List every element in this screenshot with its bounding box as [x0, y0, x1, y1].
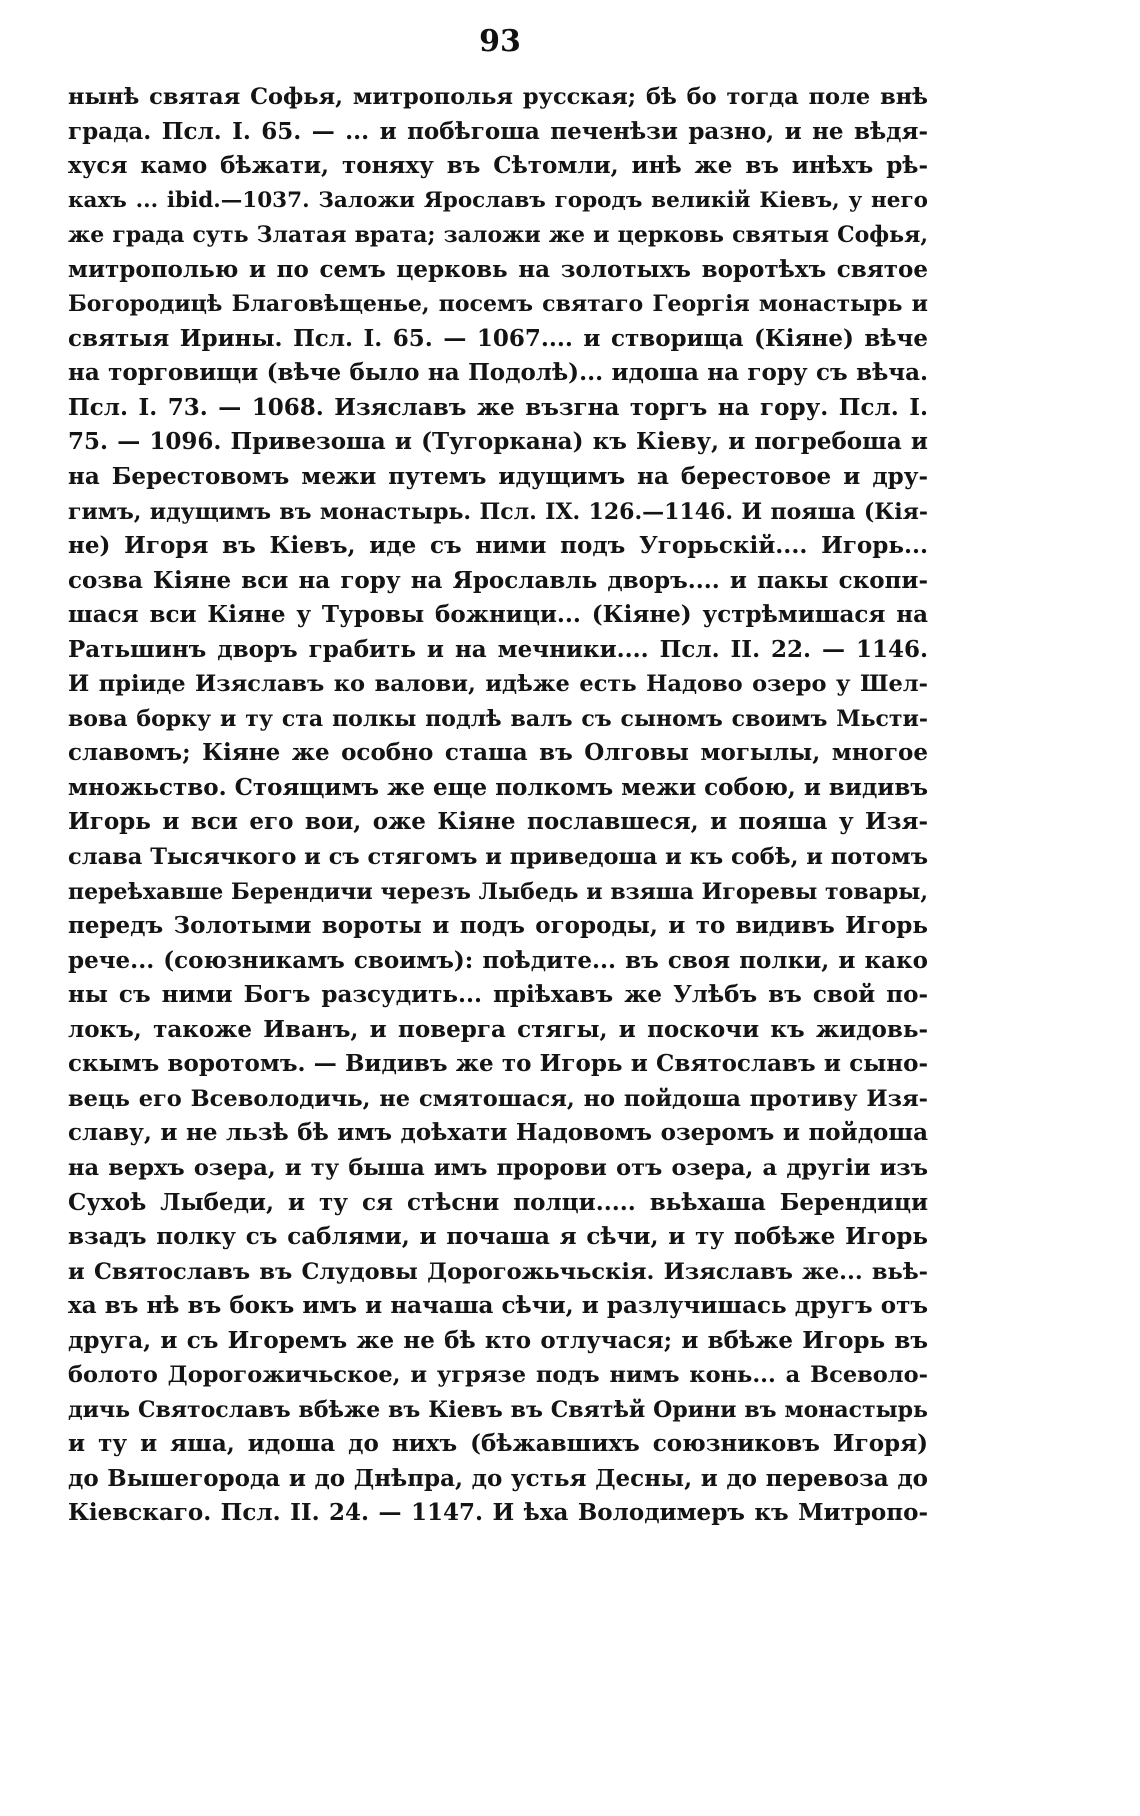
text-line: взадъ полку съ саблями, и почаша я сѣчи, и ту побѣже Игорь: [68, 1223, 928, 1251]
text-line: хуся камо бѣжати, тоняху въ Сѣтомли, инѣ же въ инѣхъ рѣ-: [68, 152, 928, 180]
text-line: множьство. Стоящимъ же еще полкомъ межи собою, и видивъ: [68, 773, 928, 801]
text-line: ны съ ними Богъ разсудить... пріѣхавъ же Улѣбъ въ свой по-: [68, 981, 928, 1009]
text-line: переѣхавше Берендичи черезъ Лыбедь и взяша Игоревы товары,: [68, 878, 928, 905]
text-line: до Вышегорода и до Днѣпра, до устья Десны, и до перевоза до: [68, 1464, 928, 1492]
text-line: рече... (союзникамъ своимъ): поѣдите... въ своя полки, и како: [68, 946, 928, 974]
text-line: локъ, такоже Иванъ, и поверга стягы, и поскочи къ жидовь-: [68, 1015, 928, 1043]
text-line: друга, и съ Игоремъ же не бѣ кто отлучася; и вбѣже Игорь въ: [68, 1326, 928, 1354]
text-line: святыя Ирины. Псл. I. 65. — 1067.... и створища (Кіяне) вѣче: [68, 324, 928, 352]
text-line: Богородицѣ Благовѣщенье, посемъ святаго Георгія монастырь и: [68, 291, 928, 318]
text-line: скымъ воротомъ. — Видивъ же то Игорь и Святославъ и сыно-: [68, 1050, 928, 1078]
page-number: 93: [479, 24, 521, 59]
text-line: вова борку и ту ста полкы подлѣ валъ съ сыномъ своимъ Мьсти-: [68, 705, 928, 732]
text-line: кахъ ... ibid.—1037. Заложи Ярославъ городъ великій Кіевъ, у него: [68, 187, 928, 213]
text-line: на Берестовомъ межи путемъ идущимъ на берестовое и дру-: [68, 463, 928, 491]
text-line: 75. — 1096. Привезоша и (Тугоркана) къ Кіеву, и погребоша и: [68, 428, 928, 456]
text-line: же града суть Златая врата; заложи же и церковь святыя Софья,: [68, 222, 928, 249]
text-line: гимъ, идущимъ въ монастырь. Псл. IX. 126.—1146. И пояша (Кія-: [68, 498, 928, 525]
body-text: [68, 80, 928, 1531]
text-line: дичь Святославъ вбѣже въ Кіевъ въ Святѣй Орини въ монастырь: [68, 1396, 928, 1423]
text-line: ха въ нѣ въ бокъ имъ и начаша сѣчи, и разлучишась другъ отъ: [68, 1292, 928, 1320]
text-line: передъ Золотыми вороты и подъ огороды, и то видивъ Игорь: [68, 912, 928, 940]
text-line: И пріиде Изяславъ ко валови, идѣже есть Надово озеро у Шел-: [68, 671, 928, 698]
text-line: Игорь и вси его вои, оже Кіяне пославшеся, и пояша у Изя-: [68, 808, 928, 836]
text-line: славомъ; Кіяне же особно сташа въ Олговы могылы, многое: [68, 739, 928, 767]
text-line: Сухоѣ Лыбеди, и ту ся стѣсни полци..... вьѣхаша Берендици: [68, 1188, 928, 1216]
text-line: митрополью и по семъ церковь на золотыхъ воротѣхъ святое: [68, 255, 928, 283]
text-line: Ратьшинъ дворъ грабить и на мечники.... Псл. II. 22. — 1146.: [68, 635, 928, 663]
text-line: слава Тысячкого и съ стягомъ и приведоша и къ собѣ, и потомъ: [68, 844, 928, 871]
text-line: вець его Всеволодичь, не смятошася, но пойдоша противу Изя-: [68, 1085, 928, 1112]
text-line: не) Игоря въ Кіевъ, иде съ ними подъ Угорьскій.... Игорь...: [68, 532, 928, 560]
text-line: на торговищи (вѣче было на Подолѣ)... идоша на гору съ вѣча.: [68, 359, 928, 387]
text-line: и Святославъ въ Слудовы Дорогожьчьскія. Изяславъ же... вьѣ-: [68, 1258, 928, 1285]
text-line: славу, и не льзѣ бѣ имъ доѣхати Надовомъ озеромъ и пойдоша: [68, 1119, 928, 1147]
text-line: созва Кіяне вси на гору на Ярославль дворъ.... и пакы скопи-: [68, 566, 928, 594]
text-line: болото Дорогожичьское, и угрязе подъ нимъ конь... а Всеволо-: [68, 1362, 928, 1389]
text-line: Кіевскаго. Псл. II. 24. — 1147. И ѣха Володимеръ къ Митропо-: [68, 1499, 928, 1527]
text-line: шася вси Кіяне у Туровы божници... (Кіяне) устрѣмишася на: [68, 601, 928, 629]
text-line: на верхъ озера, и ту быша имъ пророви отъ озера, а другіи изъ: [68, 1154, 928, 1181]
text-line: нынѣ святая Софья, митрополья русская; бѣ бо тогда поле внѣ: [68, 84, 928, 110]
text-line: града. Псл. I. 65. — ... и побѣгоша печенѣзи разно, и не вѣдя-: [68, 117, 928, 145]
text-line: Псл. I. 73. — 1068. Изяславъ же възгна торгъ на гору. Псл. I.: [68, 393, 928, 421]
text-line: и ту и яша, идоша до нихъ (бѣжавшихъ союзниковъ Игоря): [68, 1430, 928, 1458]
